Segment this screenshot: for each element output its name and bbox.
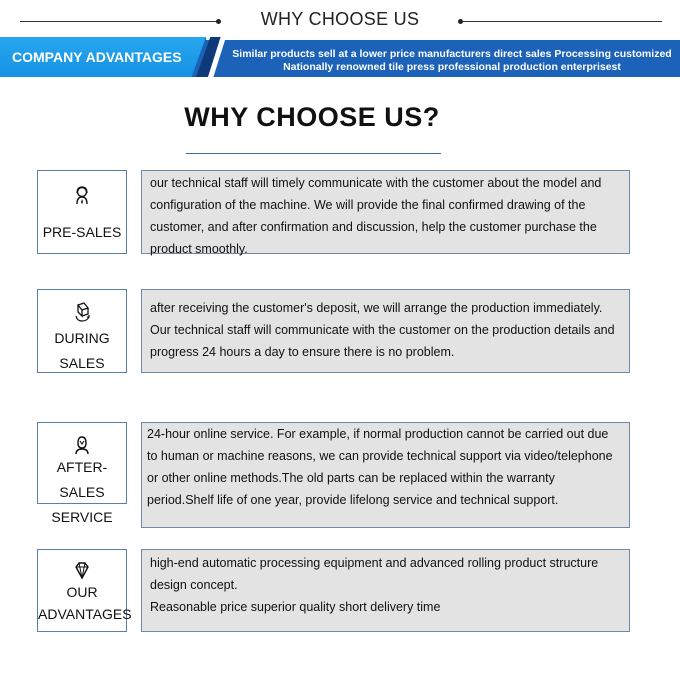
after-sales-text: 24-hour online service. For example, if normal production cannot be carried out due to human or machine reasons, we can provide technical support via video/telephone or other online methods.The old parts can be replaced within the warranty period.Shelf life of one year, provide lifelong service and technical support. bbox=[147, 427, 613, 507]
top-rule-right bbox=[462, 21, 662, 22]
our-advantages-label-line2: ADVANTAGES bbox=[38, 606, 132, 622]
our-advantages-label-box bbox=[37, 549, 132, 632]
headset-person-icon bbox=[38, 185, 126, 208]
pre-sales-description bbox=[141, 170, 630, 254]
banner-tagline-line1: Similar products sell at a lower price manufacturers direct sales Processing customized bbox=[232, 48, 672, 60]
after-sales-description bbox=[141, 422, 630, 528]
during-sales-label-line1: DURING bbox=[54, 330, 110, 346]
after-sales-label-box bbox=[37, 422, 127, 525]
during-sales-label-line2: SALES bbox=[59, 355, 105, 371]
banner-tagline bbox=[224, 48, 680, 74]
top-title: WHY CHOOSE US bbox=[260, 9, 420, 29]
our-advantages-text: high-end automatic processing equipment and advanced rolling product structure design concept. bbox=[150, 556, 599, 592]
after-sales-label-line2: SERVICE bbox=[51, 509, 113, 525]
our-advantages-description bbox=[141, 549, 630, 632]
during-sales-description bbox=[141, 289, 630, 373]
pre-sales-label: PRE-SALES bbox=[42, 224, 122, 240]
our-advantages-label-line1: OUR bbox=[66, 584, 98, 600]
company-advantages-banner bbox=[0, 37, 680, 77]
pre-sales-text: our technical staff will timely communicate with the customer about the model and configuration of the machine. We will provide the final confirmed drawing of the customer, and after confirmation and discussion, help the customer purchase the product smoothly. bbox=[150, 176, 602, 256]
banner-top-strip bbox=[206, 37, 680, 40]
our-advantages-text2: Reasonable price superior quality short delivery time bbox=[150, 600, 441, 614]
banner-left-label: COMPANY ADVANTAGES bbox=[12, 49, 182, 65]
box-cycle-icon bbox=[38, 302, 126, 325]
during-sales-label-box bbox=[37, 289, 127, 373]
page-heading: WHY CHOOSE US? bbox=[184, 102, 440, 132]
after-sales-label-line1: AFTER-SALES bbox=[56, 459, 108, 500]
heading-underline bbox=[186, 153, 441, 154]
diamond-icon bbox=[38, 562, 126, 583]
pre-sales-label-box bbox=[37, 170, 127, 254]
during-sales-text: after receiving the customer's deposit, we will arrange the production immediately. Our technical staff will communicate with the customer on the production details and progress 24 hours a day to ensure there is no problem. bbox=[150, 301, 615, 359]
banner-tagline-line2: Nationally renowned tile press professional production enterprisest bbox=[283, 61, 621, 73]
